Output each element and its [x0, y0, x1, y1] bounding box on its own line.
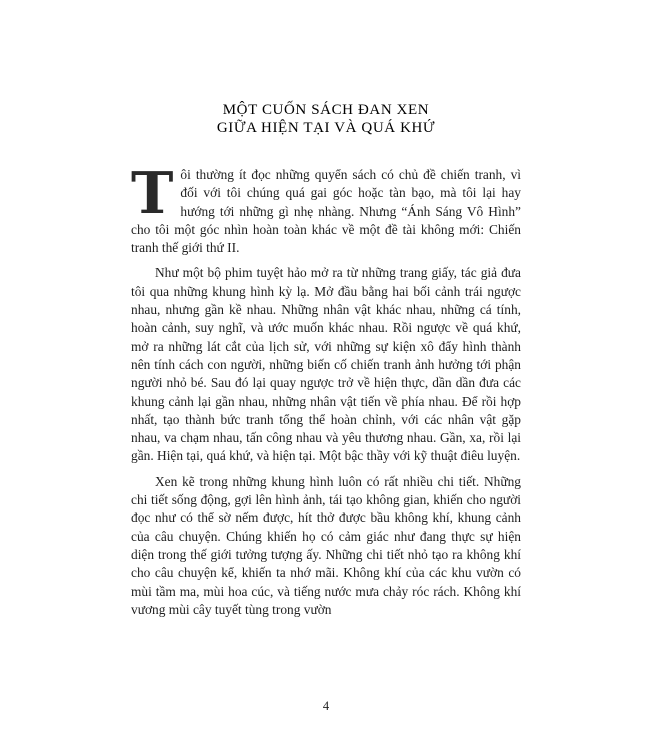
page-number: 4 — [322, 699, 330, 713]
page-body — [131, 160, 521, 619]
book-page — [0, 102, 652, 754]
paragraph-1-text: ôi thường ít đọc những quyển sách có chủ đề chiến tranh, vì đối với tôi chúng quá gai góc hoặc tàn bạo, mà tôi lại hay hướng tới những gì nhẹ nhàng. Nhưng “Ánh Sáng Vô Hình” cho tôi một góc nhìn hoàn toàn khác về một đề tài không mới: Chiến tranh thế giới thứ II. — [131, 167, 521, 256]
paragraph-3: Xen kẽ trong những khung hình luôn có rất nhiều chi tiết. Những chi tiết sống động, gợi lên hình ảnh, tái tạo không gian, khiến cho người đọc như có thể sờ nếm được, hít thở được bầu không khí, khung cảnh của câu chuyện. Chúng khiến họ có cảm giác như đang thực sự hiện diện trong thế giới tưởng tượng ấy. Những chi tiết nhỏ tạo ra không khí cho câu chuyện kể, khiến ta nhớ mãi. Không khí của các khu vườn có mùi tầm ma, mùi hoa cúc, và tiếng nước mưa chảy róc rách. Không khí vương mùi cây tuyết tùng trong vườn — [131, 473, 521, 617]
paragraph-2: Như một bộ phim tuyệt hảo mở ra từ những trang giấy, tác giả đưa tôi qua những khung hình kỳ lạ. Mở đầu bằng hai bối cảnh trái ngược nhau, nhưng gần kề nhau. Những nhân vật khác nhau, những cá tính, hoàn cảnh, suy nghĩ, và ước muốn khác nhau. Rồi ngược về quá khứ, mở ra những lát cắt của lịch sử, với những sự kiện xô đẩy hình thành nên tính cách con người, những biến cố chiến tranh ảnh hưởng tới phận người nhỏ bé. Sau đó lại quay ngược trở về hiện thực, dần dần đưa các khung cảnh lại gần nhau, những nhân vật tiến về phía nhau. Để rồi hợp nhất, tạo thành bức tranh tổng thể hoàn chỉnh, với các nhân vật gặp nhau, va chạm nhau, tấn công nhau và yêu thương nhau. Gần, xa, rồi lại gần. Hiện tại, quá khứ, và hiện tại. Một bậc thầy với kỹ thuật điêu luyện. — [131, 265, 521, 464]
drop-cap: T — [131, 160, 174, 227]
paragraph-1 — [131, 160, 521, 257]
chapter-title-line2: GIỮA HIỆN TẠI VÀ QUÁ KHỨ — [216, 119, 436, 136]
chapter-title — [0, 102, 652, 137]
chapter-title-line1: MỘT CUỐN SÁCH ĐAN XEN — [222, 102, 430, 118]
